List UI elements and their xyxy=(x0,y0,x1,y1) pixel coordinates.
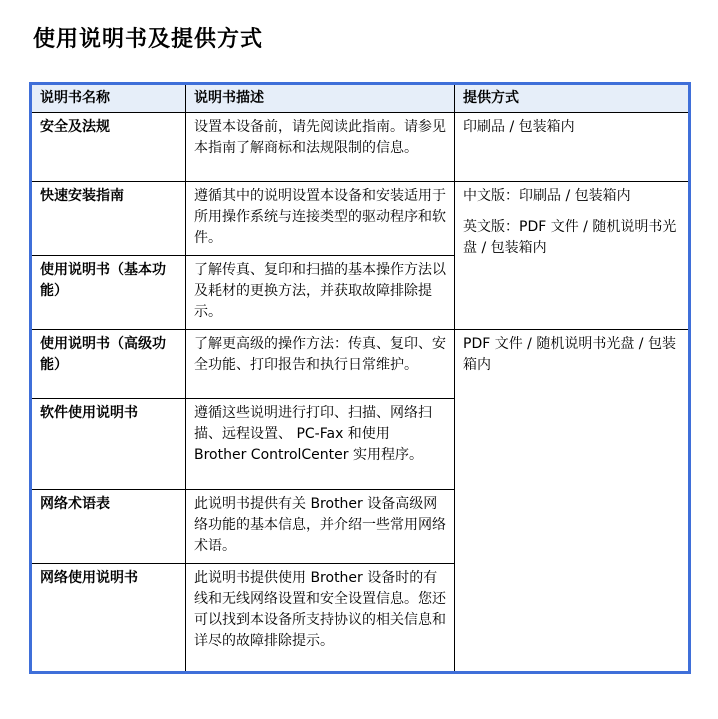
table-row xyxy=(31,113,690,182)
manual-description: 了解更高级的操作方法：传真、复印、安全功能、打印报告和执行日常维护。 xyxy=(186,330,455,399)
manual-name: 使用说明书（高级功能） xyxy=(31,330,186,399)
table-header-row xyxy=(31,84,690,113)
manual-name: 安全及法规 xyxy=(31,113,186,182)
manual-description: 设置本设备前，请先阅读此指南。请参见本指南了解商标和法规限制的信息。 xyxy=(186,113,455,182)
header-manual-name: 说明书名称 xyxy=(31,84,186,113)
manual-description: 此说明书提供有关 Brother 设备高级网络功能的基本信息，并介绍一些常用网络术语。 xyxy=(186,490,455,564)
manual-description: 此说明书提供使用 Brother 设备时的有线和无线网络设置和安全设置信息。您还可以找到本设备所支持协议的相关信息和详尽的故障排除提示。 xyxy=(186,564,455,673)
delivery-method xyxy=(455,182,690,330)
page-title: 使用说明书及提供方式 xyxy=(33,27,264,52)
manual-description: 遵循其中的说明设置本设备和安装适用于所用操作系统与连接类型的驱动程序和软件。 xyxy=(186,182,455,256)
delivery-method: 印刷品 / 包装箱内 xyxy=(455,113,690,182)
delivery-line-chinese: 中文版：印刷品 / 包装箱内 xyxy=(463,188,631,204)
manual-name: 快速安装指南 xyxy=(31,182,186,256)
table-row xyxy=(31,330,690,399)
header-delivery-method: 提供方式 xyxy=(455,84,690,113)
manuals-table xyxy=(29,82,691,674)
header-manual-description: 说明书描述 xyxy=(186,84,455,113)
delivery-line-english: 英文版：PDF 文件 / 随机说明书光盘 / 包装箱内 xyxy=(463,219,677,256)
manual-name: 网络术语表 xyxy=(31,490,186,564)
delivery-method: PDF 文件 / 随机说明书光盘 / 包装箱内 xyxy=(455,330,690,673)
table-row xyxy=(31,182,690,256)
manual-description: 遵循这些说明进行打印、扫描、网络扫描、远程设置、 PC-Fax 和使用 Brother ControlCenter 实用程序。 xyxy=(186,399,455,490)
manual-name: 软件使用说明书 xyxy=(31,399,186,490)
manual-name: 网络使用说明书 xyxy=(31,564,186,673)
manual-name: 使用说明书（基本功能） xyxy=(31,256,186,330)
manual-description: 了解传真、复印和扫描的基本操作方法以及耗材的更换方法，并获取故障排除提示。 xyxy=(186,256,455,330)
